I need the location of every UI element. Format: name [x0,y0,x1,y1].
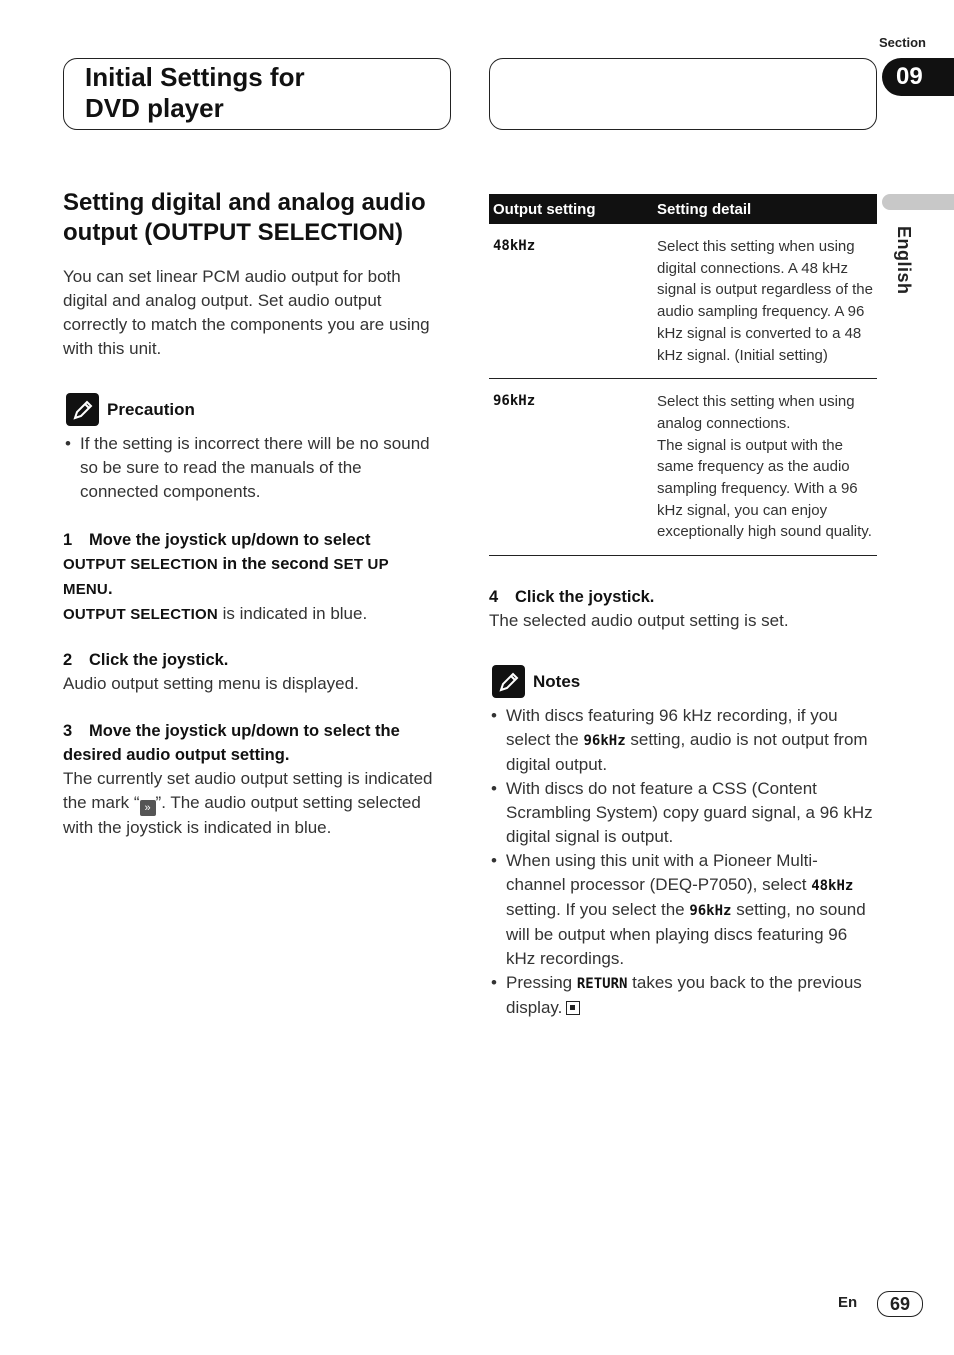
step-1: 1 Move the joystick up/down to select OUTPUT SELECTION in the second SET UP MENU. OUTPUT SELECTION is indicated in blue. [63,531,389,623]
section-number-tab: 09 [882,58,954,96]
chapter-title-box [63,58,451,130]
empty-header-box [489,58,877,130]
note-item: • When using this unit with a Pioneer Multi-channel processor (DEQ-P7050), select 48kHz setting. If you select the 96kHz setting, no sound will be output when playing discs featuring 96 kHz recordings. [489,849,874,971]
table-header-setting-detail: Setting detail [653,194,877,224]
pencil-icon [492,665,525,698]
step-2: 2 Click the joystick. Audio output setting menu is displayed. [63,651,359,693]
step-4: 4 Click the joystick. The selected audio output setting is set. [489,588,789,630]
precaution-label: Precaution [107,399,195,419]
end-mark-icon [566,1001,580,1015]
intro-paragraph: You can set linear PCM audio output for both digital and analog output. Set audio output correctly to match the components you are using with this unit. [63,267,430,358]
table-row: 48kHz Select this setting when using digital connections. A 48 kHz signal is output regardless of the audio sampling frequency. A 96 kHz signal is converted to a 48 kHz signal. (Initial setting) [489,224,877,379]
language-tab-marker [882,194,954,210]
page-number: 69 [877,1291,923,1317]
language-tab: English [894,226,914,295]
chapter-title-line2: DVD player [85,93,224,123]
table-row: 96kHz Select this setting when using analog connections. The signal is output with the same frequency as the audio sampling frequency. With a 96 kHz signal, you can enjoy exceptionally high sound quality. [489,379,877,556]
table-header-output-setting: Output setting [489,194,653,224]
step-3: 3 Move the joystick up/down to select the desired audio output setting. The currently set audio output setting is indicated the mark “ » ”. The audio output setting selected with the joystick is indicated in blue. [63,722,433,837]
notes-list [489,704,874,1020]
precaution-list [63,432,438,504]
notes-label: Notes [533,671,581,691]
note-item: • With discs featuring 96 kHz recording, if you select the 96kHz setting, audio is not output from digital output. [489,704,874,777]
play-mark-icon: » [140,800,156,816]
note-item: • With discs do not feature a CSS (Content Scrambling System) copy guard signal, a 96 kHz digital signal is output. [489,777,874,849]
notes-header [492,665,580,698]
note-item: • Pressing RETURN takes you back to the previous display. [489,971,874,1020]
pencil-icon [66,393,99,426]
section-label: Section [879,35,926,50]
section-heading: Setting digital and analog audio output (OUTPUT SELECTION) [63,189,426,246]
precaution-item: • If the setting is incorrect there will be no sound so be sure to read the manuals of the connected components. [63,432,438,504]
chapter-title-line1: Initial Settings for [85,62,305,92]
output-setting-table [489,194,877,556]
precaution-header [66,393,195,426]
footer-language: En [838,1294,858,1311]
